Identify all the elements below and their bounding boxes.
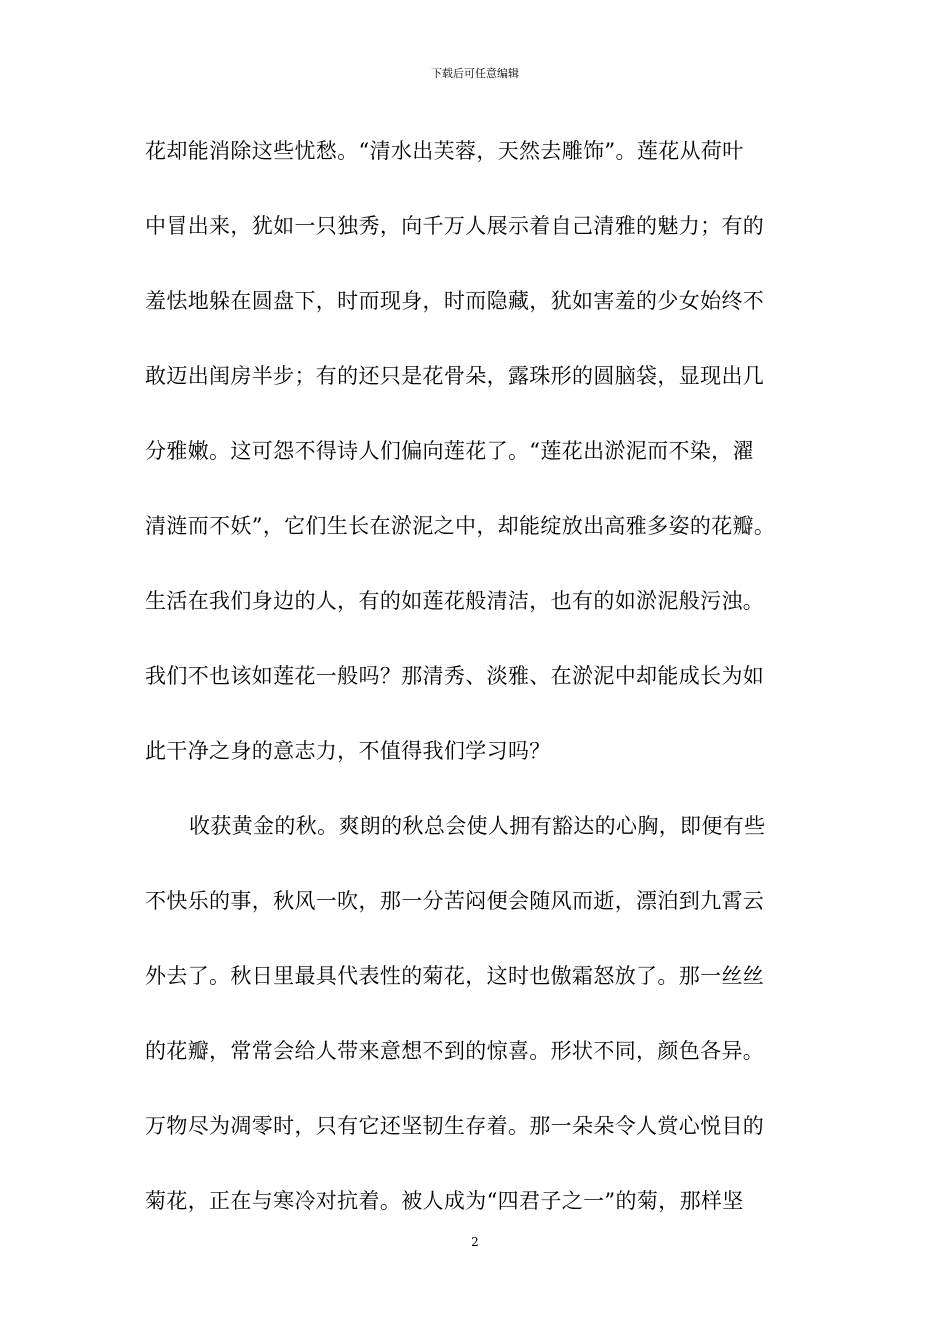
- page-number: 2: [471, 1235, 479, 1249]
- text-line: 我们不也该如莲花一般吗？那清秀、淡雅、在淤泥中却能成长为如: [145, 664, 765, 688]
- page-header: 下载后可任意编辑: [431, 67, 519, 80]
- text-line: 羞怯地躲在圆盘下，时而现身，时而隐藏，犹如害羞的少女始终不: [145, 289, 765, 313]
- text-line: 花却能消除这些忧愁。“清水出芙蓉，天然去雕饰”。莲花从荷叶: [145, 139, 744, 163]
- text-line: 的花瓣，常常会给人带来意想不到的惊喜。形状不同，颜色各异。: [145, 1039, 765, 1063]
- paragraph-start-line: 收获黄金的秋。爽朗的秋总会使人拥有豁达的心胸，即便有些: [189, 814, 766, 838]
- text-line: 生活在我们身边的人，有的如莲花般清洁，也有的如淤泥般污浊。: [145, 589, 765, 613]
- text-line: 敢迈出闺房半步；有的还只是花骨朵，露珠形的圆脑袋，显现出几: [145, 364, 765, 388]
- text-line: 分雅嫩。这可怨不得诗人们偏向莲花了。“莲花出淤泥而不染，濯: [145, 439, 754, 463]
- text-line: 不快乐的事，秋风一吹，那一分苦闷便会随风而逝，漂泊到九霄云: [145, 889, 765, 913]
- text-line: 菊花，正在与寒冷对抗着。被人成为“四君子之一”的菊，那样坚: [145, 1189, 744, 1213]
- text-line: 清涟而不妖”，它们生长在淤泥之中，却能绽放出高雅多姿的花瓣。: [145, 514, 776, 538]
- text-line: 此干净之身的意志力，不值得我们学习吗？: [145, 739, 551, 763]
- text-line: 外去了。秋日里最具代表性的菊花，这时也傲霜怒放了。那一丝丝: [145, 964, 765, 988]
- document-body: [145, 131, 813, 1256]
- text-line: 中冒出来，犹如一只独秀，向千万人展示着自己清雅的魅力；有的: [145, 214, 765, 238]
- text-line: 万物尽为凋零时，只有它还坚韧生存着。那一朵朵令人赏心悦目的: [145, 1114, 765, 1138]
